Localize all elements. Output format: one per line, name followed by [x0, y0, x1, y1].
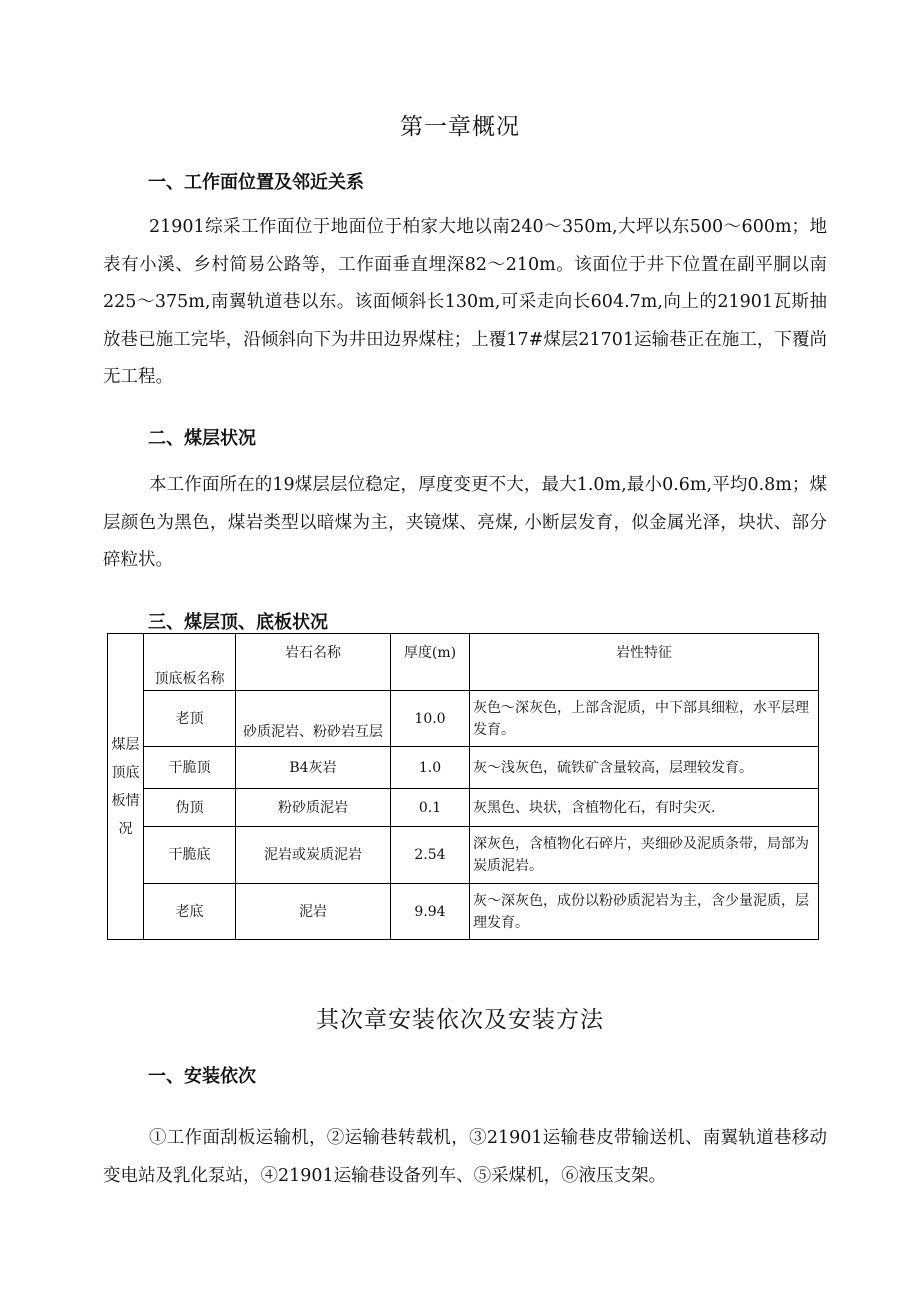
section-heading-roof-floor: 三、煤层顶、底板状况 [148, 612, 328, 633]
table-row [108, 747, 819, 789]
cell-rock: 泥岩 [236, 884, 391, 940]
cell-name: 干脆底 [144, 827, 236, 884]
table-row [108, 827, 819, 884]
cell-feature: 灰黑色、块状，含植物化石，有时尖灭. [470, 789, 819, 827]
cell-thickness: 0.1 [391, 789, 470, 827]
table-row [108, 789, 819, 827]
header-thickness: 厚度(m) [391, 634, 470, 691]
section-heading-install-order: 一、安装依次 [148, 1066, 256, 1087]
cell-name: 干脆顶 [144, 747, 236, 789]
cell-rock: 泥岩或炭质泥岩 [236, 827, 391, 884]
chapter-2-title: 其次章安装依次及安装方法 [316, 1007, 604, 1033]
cell-feature: 灰～深灰色，成份以粉砂质泥岩为主，含少量泥质，层理发育。 [470, 884, 819, 940]
cell-name: 老底 [144, 884, 236, 940]
section-heading-location: 一、工作面位置及邻近关系 [148, 172, 364, 193]
paragraph-install-order: ①工作面刮板运输机，②运输巷转载机，③21901运输巷皮带输送机、南翼轨道巷移动变电站及乳化泵站，④21901运输巷设备列车、⑤采煤机，⑥液压支架。 [103, 1128, 827, 1186]
header-feature: 岩性特征 [470, 634, 819, 691]
paragraph-coal-seam: 本工作面所在的19煤层层位稳定，厚度变更不大，最大1.0m,最小0.6m,平均0.8m；煤层颜色为黑色，煤岩类型以暗煤为主，夹镜煤、亮煤, 小断层发育，似金属光泽，块状、部分碎粒状。 [103, 475, 827, 570]
side-label-cell: 煤层顶底板情况 [108, 634, 144, 940]
roof-floor-table [107, 633, 819, 940]
cell-rock: B4灰岩 [236, 747, 391, 789]
cell-feature: 灰～浅灰色，硫铁矿含量较高，层理较发育。 [470, 747, 819, 789]
cell-thickness: 2.54 [391, 827, 470, 884]
chapter-1-title: 第一章概况 [400, 114, 520, 140]
cell-thickness: 9.94 [391, 884, 470, 940]
table-row [108, 884, 819, 940]
cell-feature: 深灰色，含植物化石碎片，夹细砂及泥质条带，局部为炭质泥岩。 [470, 827, 819, 884]
table-row [108, 691, 819, 747]
cell-thickness: 10.0 [391, 691, 470, 747]
cell-rock: 砂质泥岩、粉砂岩互层 [236, 691, 391, 747]
cell-rock: 粉砂质泥岩 [236, 789, 391, 827]
header-name: 顶底板名称 [144, 634, 236, 691]
section-heading-coal-seam: 二、煤层状况 [148, 428, 256, 449]
cell-feature: 灰色～深灰色，上部含泥质，中下部具细粒，水平层理发育。 [470, 691, 819, 747]
cell-name: 老顶 [144, 691, 236, 747]
header-rock: 岩石名称 [236, 634, 391, 691]
cell-thickness: 1.0 [391, 747, 470, 789]
cell-name: 伪顶 [144, 789, 236, 827]
table-header-row [108, 634, 819, 691]
paragraph-location: 21901综采工作面位于地面位于柏家大地以南240～350m,大坪以东500～600m；地表有小溪、乡村简易公路等，工作面垂直埋深82～210m。该面位于井下位置在副平胴以南225～375m,南翼轨道巷以东。该面倾斜长130m,可采走向长604.7m,向上的21901瓦斯抽放巷已施工完毕，沿倾斜向下为井田边界煤柱；上覆17#煤层21701运输巷正在施工，下覆尚无工程。 [103, 217, 827, 387]
